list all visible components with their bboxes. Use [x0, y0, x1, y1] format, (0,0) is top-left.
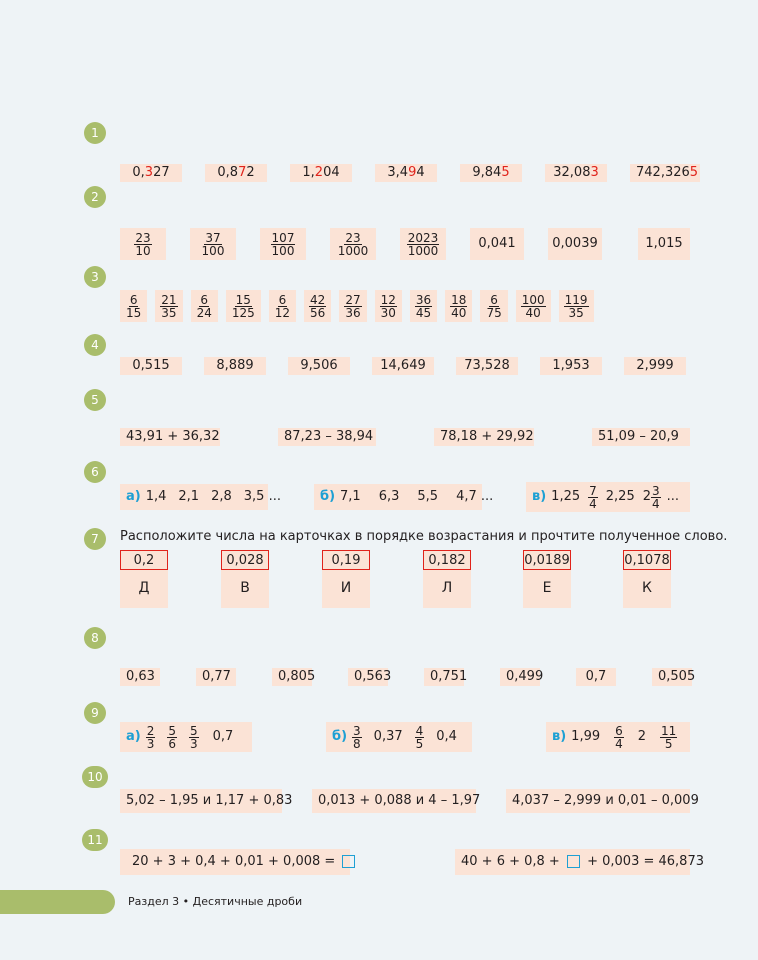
fraction-card: $\frac{37}{100}$ — [190, 228, 236, 260]
compare-card-c: в) 1,99 $\frac{6}{4}$ 2 $\frac{11}{5}$ — [546, 722, 690, 752]
task1-card: 0,327 — [120, 164, 182, 182]
number-card: 14,649 — [372, 357, 434, 375]
task-number-2: 2 — [84, 186, 106, 208]
task1-card: 9,845 — [460, 164, 522, 182]
letter-card-number: 0,0189 — [523, 550, 571, 570]
letter-card — [120, 550, 168, 608]
number-card: 0,77 — [196, 668, 236, 686]
sum-card-left: 20 + 3 + 0,4 + 0,01 + 0,008 = — [120, 849, 350, 875]
footer-section-title: Раздел 3 • Десятичные дроби — [128, 895, 303, 908]
letter-card — [623, 550, 671, 608]
letter-card-letter: В — [240, 580, 250, 596]
task4-row — [120, 357, 686, 375]
task-number-10: 10 — [82, 766, 108, 788]
number-card: 0,63 — [120, 668, 160, 686]
expression-card: 43,91 + 36,32 — [120, 428, 220, 446]
number-card: 8,889 — [204, 357, 266, 375]
fraction-card: $\frac{119}{35}$ — [559, 290, 594, 322]
number-card: 2,999 — [624, 357, 686, 375]
task-number-9: 9 — [84, 702, 106, 724]
letter-card — [322, 550, 370, 608]
task-number-3: 3 — [84, 266, 106, 288]
letter-card-letter: К — [642, 580, 652, 596]
fraction-card: $\frac{6}{12}$ — [269, 290, 296, 322]
fraction-card: $\frac{6}{75}$ — [480, 290, 507, 322]
letter-card-number: 0,2 — [120, 550, 168, 570]
decimal-card: 0,041 — [470, 228, 524, 260]
sequence-card-a: а) 1,4 2,1 2,8 3,5 ... — [120, 484, 268, 510]
task1-row — [120, 164, 700, 182]
fraction-card: $\frac{6}{15}$ — [120, 290, 147, 322]
letter-card-letter: Д — [138, 580, 150, 596]
fraction-card: $\frac{21}{35}$ — [155, 290, 182, 322]
letter-card-number: 0,028 — [221, 550, 269, 570]
fraction-card: $\frac{23}{10}$ — [120, 228, 166, 260]
decimal-card: 0,0039 — [548, 228, 602, 260]
expression-pair-card: 5,02 – 1,95 и 1,17 + 0,83 — [120, 789, 282, 813]
task-number-7: 7 — [84, 528, 106, 550]
expression-pair-card: 0,013 + 0,088 и 4 – 1,97 — [312, 789, 476, 813]
task-number-1: 1 — [84, 122, 106, 144]
number-card: 0,7 — [576, 668, 616, 686]
number-card: 0,515 — [120, 357, 182, 375]
number-card: 0,563 — [348, 668, 388, 686]
fraction-card: $\frac{27}{36}$ — [339, 290, 366, 322]
number-card: 0,505 — [652, 668, 692, 686]
answer-box[interactable] — [567, 855, 580, 868]
task7-instruction: Расположите числа на карточках в порядке возрастания и прочтите полученное слово. — [120, 529, 728, 544]
footer-accent-bar — [0, 890, 115, 914]
letter-card — [523, 550, 571, 608]
task8-row — [120, 668, 696, 686]
letter-card-letter: И — [340, 580, 352, 596]
fraction-card: $\frac{100}{40}$ — [516, 290, 551, 322]
letter-card-letter: Е — [542, 580, 552, 596]
sequence-card-c: в) 1,25 $\frac{7}{4}$ 2,25 2 $\frac{3}{4}$ ... — [526, 482, 690, 512]
number-card: 0,499 — [500, 668, 540, 686]
fraction-card: $\frac{42}{56}$ — [304, 290, 331, 322]
expression-card: 78,18 + 29,92 — [434, 428, 534, 446]
expression-card: 51,09 – 20,9 — [592, 428, 690, 446]
letter-card-number: 0,1078 — [623, 550, 671, 570]
task-number-5: 5 — [84, 389, 106, 411]
sum-card-right: 40 + 6 + 0,8 + + 0,003 = 46,873 — [455, 849, 690, 875]
fraction-card: $\frac{6}{24}$ — [191, 290, 218, 322]
letter-card-number: 0,182 — [423, 550, 471, 570]
task1-card: 32,083 — [545, 164, 607, 182]
task2-row — [120, 228, 690, 260]
letter-card — [221, 550, 269, 608]
fraction-card: $\frac{18}{40}$ — [445, 290, 472, 322]
number-card: 73,528 — [456, 357, 518, 375]
decimal-card: 1,015 — [638, 228, 690, 260]
number-card: 1,953 — [540, 357, 602, 375]
letter-card — [423, 550, 471, 608]
fraction-card: $\frac{36}{45}$ — [410, 290, 437, 322]
number-card: 0,751 — [424, 668, 464, 686]
compare-card-a: а) $\frac{2}{3}$ $\frac{5}{6}$ $\frac{5}{3}$ 0,7 — [120, 722, 252, 752]
task1-card: 0,872 — [205, 164, 267, 182]
task1-card: 1,204 — [290, 164, 352, 182]
task-number-8: 8 — [84, 627, 106, 649]
task-number-6: 6 — [84, 461, 106, 483]
fraction-card: $\frac{2023}{1000}$ — [400, 228, 446, 260]
expression-card: 87,23 – 38,94 — [278, 428, 376, 446]
number-card: 0,805 — [272, 668, 312, 686]
task-number-11: 11 — [82, 829, 108, 851]
letter-card-letter: Л — [441, 580, 453, 596]
letter-card-number: 0,19 — [322, 550, 370, 570]
task1-card: 742,3265 — [630, 164, 700, 182]
expression-pair-card: 4,037 – 2,999 и 0,01 – 0,009 — [506, 789, 690, 813]
compare-card-b: б) $\frac{3}{8}$ 0,37 $\frac{4}{5}$ 0,4 — [326, 722, 472, 752]
fraction-card: $\frac{23}{1000}$ — [330, 228, 376, 260]
answer-box[interactable] — [342, 855, 355, 868]
fraction-card: $\frac{15}{125}$ — [226, 290, 261, 322]
task3-row — [120, 290, 594, 322]
task-number-4: 4 — [84, 334, 106, 356]
sequence-card-b: б) 7,1 6,3 5,5 4,7 ... — [314, 484, 482, 510]
number-card: 9,506 — [288, 357, 350, 375]
task1-card: 3,494 — [375, 164, 437, 182]
fraction-card: $\frac{107}{100}$ — [260, 228, 306, 260]
fraction-card: $\frac{12}{30}$ — [375, 290, 402, 322]
